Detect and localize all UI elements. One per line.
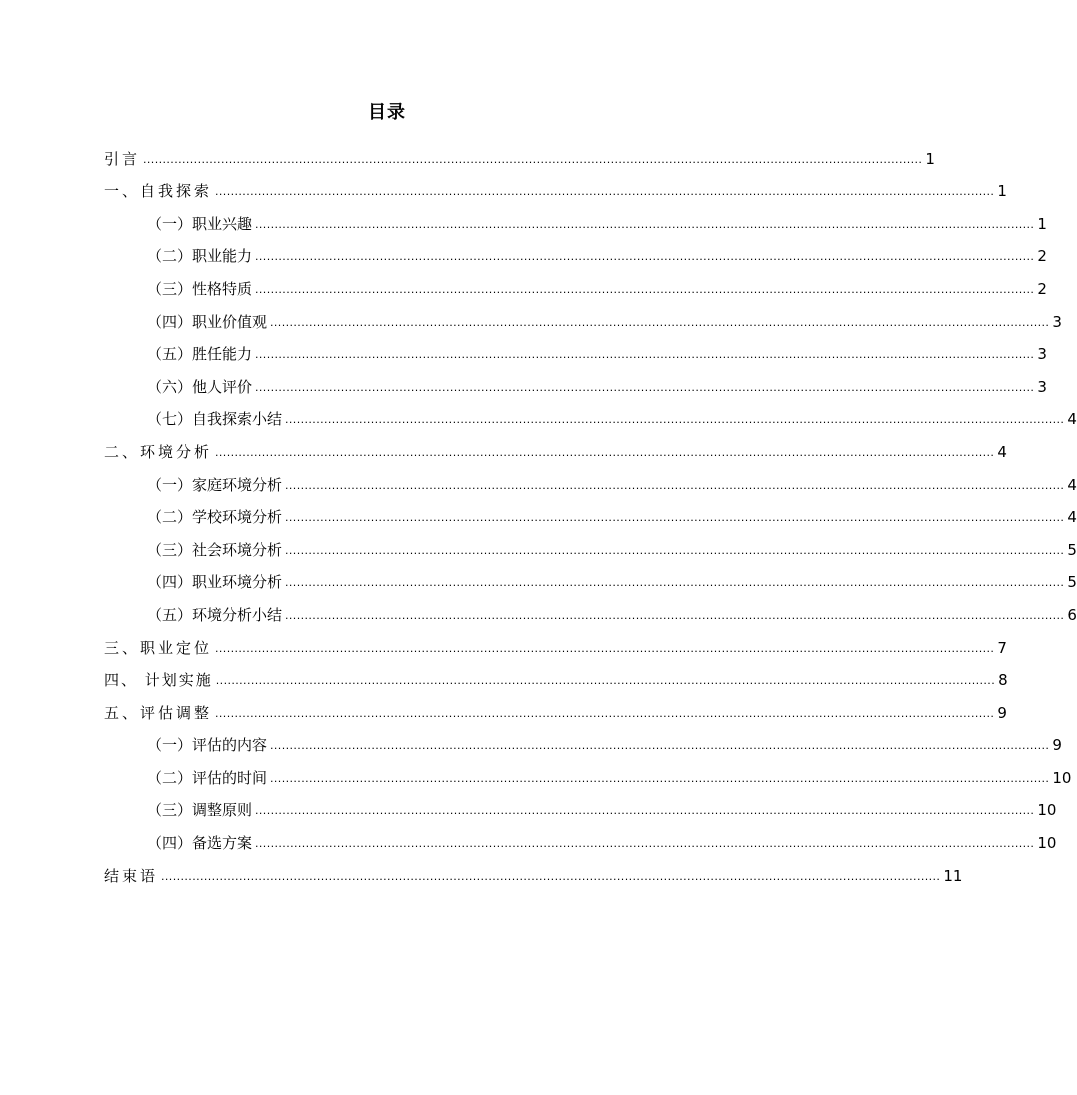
dot-leader: ........................................................................................................................................................................................................ xyxy=(285,543,1065,557)
dot-leader: ........................................................................................................................................................................................................ xyxy=(285,413,1065,427)
toc-entry[interactable] xyxy=(104,531,1077,564)
toc-entry-page: 2 xyxy=(1037,279,1047,298)
toc-entry[interactable] xyxy=(104,336,1047,369)
toc-entry-text: 一、自我探索 xyxy=(104,182,213,201)
toc-entry-text: 三、职业定位 xyxy=(104,638,213,657)
toc-entry[interactable] xyxy=(104,173,1007,206)
toc-entry-page: 8 xyxy=(998,671,1008,690)
dot-leader: ........................................................................................................................................................................................................ xyxy=(255,804,1035,818)
dot-leader: ........................................................................................................................................................................................................ xyxy=(285,511,1065,525)
dot-leader: ........................................................................................................................................................................................................ xyxy=(215,641,995,655)
toc-entry-page: 4 xyxy=(1067,508,1077,527)
dot-leader: ........................................................................................................................................................................................................ xyxy=(255,348,1035,362)
toc-entry-page: 4 xyxy=(1067,410,1077,429)
toc-entry-text: （三）调整原则 xyxy=(147,801,253,820)
toc-entry[interactable] xyxy=(104,433,1007,466)
toc-entry-text: 四、 计划实施 xyxy=(104,671,213,690)
toc-entry-text: （一）评估的内容 xyxy=(147,736,268,755)
toc-entry[interactable] xyxy=(104,662,1008,695)
toc-entry-page: 1 xyxy=(1037,214,1047,233)
toc-entry-page: 3 xyxy=(1037,377,1047,396)
dot-leader: ........................................................................................................................................................................................................ xyxy=(215,185,995,199)
toc-entry[interactable] xyxy=(104,824,1057,857)
toc-entry-text: （六）他人评价 xyxy=(147,377,253,396)
toc-entry-text: （二）职业能力 xyxy=(147,247,253,266)
toc-entry[interactable] xyxy=(104,205,1047,238)
toc-entry[interactable] xyxy=(104,596,1077,629)
toc-entry[interactable] xyxy=(104,499,1077,532)
dot-leader: ........................................................................................................................................................................................................ xyxy=(285,608,1065,622)
dot-leader: ........................................................................................................................................................................................................ xyxy=(161,869,941,883)
toc-entry-text: （四）职业价值观 xyxy=(147,312,268,331)
table-of-contents xyxy=(104,140,1077,890)
toc-entry-page: 9 xyxy=(997,703,1007,722)
toc-entry-page: 3 xyxy=(1037,345,1047,364)
toc-entry-text: （五）胜任能力 xyxy=(147,345,253,364)
toc-entry[interactable] xyxy=(104,466,1077,499)
toc-entry-text: （一）职业兴趣 xyxy=(147,214,253,233)
toc-entry-text: （二）学校环境分析 xyxy=(147,508,283,527)
toc-entry-page: 5 xyxy=(1067,540,1077,559)
toc-entry[interactable] xyxy=(104,759,1072,792)
toc-entry-text: （一）家庭环境分析 xyxy=(147,475,283,494)
toc-entry-text: 结束语 xyxy=(104,866,159,885)
dot-leader: ........................................................................................................................................................................................................ xyxy=(143,152,923,166)
toc-entry-text: （二）评估的时间 xyxy=(147,768,268,787)
dot-leader: ........................................................................................................................................................................................................ xyxy=(270,771,1050,785)
dot-leader: ........................................................................................................................................................................................................ xyxy=(285,576,1065,590)
toc-entry[interactable] xyxy=(104,629,1007,662)
toc-entry[interactable] xyxy=(104,792,1057,825)
toc-entry-page: 7 xyxy=(997,638,1007,657)
toc-entry-page: 6 xyxy=(1067,605,1077,624)
toc-entry[interactable] xyxy=(104,238,1047,271)
toc-title: 目录 xyxy=(368,102,406,123)
dot-leader: ........................................................................................................................................................................................................ xyxy=(255,282,1035,296)
toc-entry-page: 5 xyxy=(1067,573,1077,592)
toc-entry[interactable] xyxy=(104,564,1077,597)
toc-entry-page: 10 xyxy=(1037,801,1057,820)
toc-entry[interactable] xyxy=(104,368,1047,401)
toc-entry[interactable] xyxy=(104,727,1062,760)
dot-leader: ........................................................................................................................................................................................................ xyxy=(285,478,1065,492)
toc-entry-text: （五）环境分析小结 xyxy=(147,605,283,624)
toc-entry-page: 1 xyxy=(925,149,935,168)
toc-entry-text: 二、环境分析 xyxy=(104,442,213,461)
toc-entry-text: （四）职业环境分析 xyxy=(147,573,283,592)
toc-entry[interactable] xyxy=(104,401,1077,434)
dot-leader: ........................................................................................................................................................................................................ xyxy=(255,250,1035,264)
dot-leader: ........................................................................................................................................................................................................ xyxy=(215,674,996,688)
toc-entry-page: 2 xyxy=(1037,247,1047,266)
toc-entry-text: 五、评估调整 xyxy=(104,703,213,722)
toc-entry-text: （三）性格特质 xyxy=(147,279,253,298)
toc-entry-text: 引言 xyxy=(104,149,141,168)
dot-leader: ........................................................................................................................................................................................................ xyxy=(215,445,995,459)
toc-entry-text: （四）备选方案 xyxy=(147,834,253,853)
dot-leader: ........................................................................................................................................................................................................ xyxy=(270,315,1050,329)
dot-leader: ........................................................................................................................................................................................................ xyxy=(255,380,1035,394)
toc-entry-page: 11 xyxy=(943,866,963,885)
toc-entry[interactable] xyxy=(104,270,1047,303)
toc-entry-text: （七）自我探索小结 xyxy=(147,410,283,429)
toc-entry-page: 1 xyxy=(997,182,1007,201)
toc-entry[interactable] xyxy=(104,857,963,890)
dot-leader: ........................................................................................................................................................................................................ xyxy=(215,706,995,720)
dot-leader: ........................................................................................................................................................................................................ xyxy=(255,217,1035,231)
toc-entry-page: 10 xyxy=(1037,834,1057,853)
dot-leader: ........................................................................................................................................................................................................ xyxy=(270,739,1050,753)
toc-entry-text: （三）社会环境分析 xyxy=(147,540,283,559)
toc-entry-page: 4 xyxy=(997,442,1007,461)
toc-entry-page: 3 xyxy=(1052,312,1062,331)
toc-entry[interactable] xyxy=(104,694,1007,727)
toc-entry-page: 9 xyxy=(1052,736,1062,755)
dot-leader: ........................................................................................................................................................................................................ xyxy=(255,837,1035,851)
toc-entry[interactable] xyxy=(104,303,1062,336)
toc-entry-page: 10 xyxy=(1052,768,1072,787)
toc-entry-page: 4 xyxy=(1067,475,1077,494)
toc-entry[interactable] xyxy=(104,140,935,173)
